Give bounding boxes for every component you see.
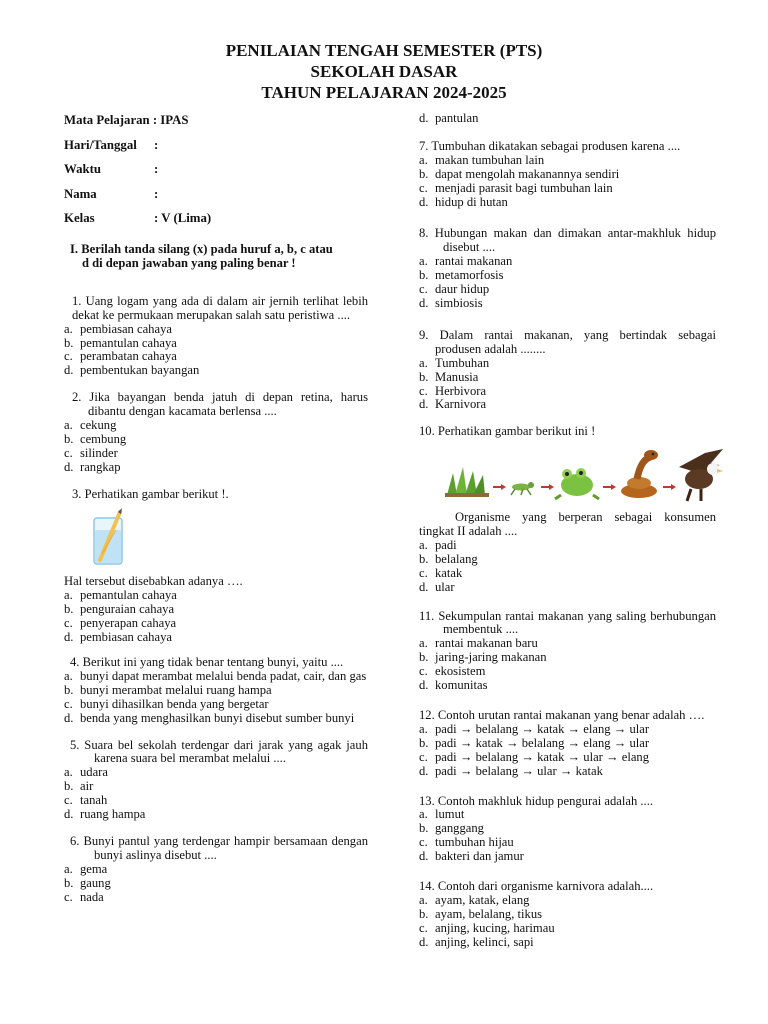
question-text: 8. Hubungan makan dan dimakan antar-makhluk hidup disebut .... bbox=[419, 226, 716, 255]
option-a[interactable]: a. padi → belalang → katak → elang → ular bbox=[419, 721, 650, 736]
option-a[interactable]: a. padi bbox=[419, 537, 457, 552]
option-d[interactable]: d. Karnivora bbox=[419, 397, 487, 412]
option-d[interactable]: d. simbiosis bbox=[419, 295, 483, 310]
question-7 bbox=[419, 140, 716, 210]
question-text: 14. Contoh dari organisme karnivora adalah.... bbox=[419, 879, 654, 894]
option-b[interactable]: b. dapat mengolah makanannya sendiri bbox=[419, 166, 620, 181]
option-c[interactable]: c. Herbivora bbox=[419, 383, 487, 398]
question-text: 3. Perhatikan gambar berikut !. bbox=[72, 486, 229, 501]
day-label: Hari/Tanggal bbox=[64, 137, 137, 152]
option-a[interactable]: a. ayam, katak, elang bbox=[419, 892, 530, 907]
question-text: 5. Suara bel sekolah terdengar dari jarak yang agak jauh karena suara bel merambat melalui .... bbox=[70, 737, 368, 766]
question-text: 10. Perhatikan gambar berikut ini ! bbox=[419, 424, 596, 439]
option-a[interactable]: a. pembiasan cahaya bbox=[64, 321, 172, 336]
option-b[interactable]: b. padi → katak → belalang → elang → ular bbox=[419, 735, 650, 750]
question-4 bbox=[64, 656, 368, 726]
food-chain-image bbox=[443, 445, 723, 505]
name-label: Nama bbox=[64, 186, 97, 201]
option-d[interactable]: d. pantulan bbox=[419, 111, 479, 125]
instruction bbox=[64, 243, 368, 271]
option-c[interactable]: c. nada bbox=[64, 889, 104, 904]
option-a[interactable]: a. rantai makanan bbox=[419, 254, 513, 269]
option-d[interactable]: d. ular bbox=[419, 579, 455, 594]
question-followup: Hal tersebut disebabkan adanya …. bbox=[64, 574, 243, 589]
question-12 bbox=[419, 709, 716, 779]
question-text: 7. Tumbuhan dikatakan sebagai produsen karena .... bbox=[419, 138, 681, 153]
option-b[interactable]: b. belalang bbox=[419, 551, 478, 566]
frog-icon bbox=[555, 468, 599, 499]
instruction-line-2: d di depan jawaban yang paling benar ! bbox=[82, 255, 296, 270]
time-label: Waktu bbox=[64, 162, 101, 177]
option-c[interactable]: c. ekosistem bbox=[419, 664, 486, 679]
question-text: 12. Contoh urutan rantai makanan yang benar adalah …. bbox=[419, 708, 705, 722]
question-8 bbox=[419, 227, 716, 310]
question-6 bbox=[64, 835, 368, 905]
grass-icon bbox=[445, 467, 489, 497]
option-a[interactable]: a. udara bbox=[64, 765, 108, 780]
info-name bbox=[64, 186, 368, 211]
question-10 bbox=[419, 425, 716, 594]
glass-with-pencil-image bbox=[88, 508, 128, 568]
option-c[interactable]: c. tanah bbox=[64, 793, 108, 808]
option-b[interactable]: b. metamorfosis bbox=[419, 268, 504, 283]
option-b[interactable]: b. pemantulan cahaya bbox=[64, 335, 177, 350]
option-d[interactable]: d. anjing, kelinci, sapi bbox=[419, 934, 534, 949]
option-a[interactable]: a. makan tumbuhan lain bbox=[419, 152, 545, 167]
option-a[interactable]: a. gema bbox=[64, 861, 108, 876]
grasshopper-icon bbox=[511, 482, 534, 495]
option-a[interactable]: a. Tumbuhan bbox=[419, 355, 490, 370]
question-13 bbox=[419, 795, 716, 865]
option-c[interactable]: c. perambatan cahaya bbox=[64, 349, 177, 364]
header-year: TAHUN PELAJARAN 2024-2025 bbox=[261, 83, 507, 102]
question-2 bbox=[64, 391, 368, 474]
option-b[interactable]: b. cembung bbox=[64, 431, 127, 446]
option-c[interactable]: c. katak bbox=[419, 565, 463, 580]
question-text: 13. Contoh makhluk hidup pengurai adalah .... bbox=[419, 793, 653, 808]
info-subject bbox=[64, 112, 368, 137]
option-b[interactable]: b. ganggang bbox=[419, 821, 484, 836]
question-14 bbox=[419, 880, 716, 950]
day-colon: : bbox=[154, 137, 159, 152]
option-b[interactable]: b. Manusia bbox=[419, 369, 479, 384]
option-c[interactable]: c. daur hidup bbox=[419, 282, 490, 297]
option-b[interactable]: b. penguraian cahaya bbox=[64, 602, 175, 617]
subject-label: Mata Pelajaran : IPAS bbox=[64, 113, 189, 127]
option-d[interactable]: d. pembiasan cahaya bbox=[64, 630, 172, 645]
question-text: 4. Berikut ini yang tidak benar tentang bunyi, yaitu .... bbox=[70, 655, 344, 669]
info-day bbox=[64, 137, 368, 162]
option-c[interactable]: c. bunyi dihasilkan benda yang bergetar bbox=[64, 696, 269, 711]
question-1 bbox=[64, 295, 368, 378]
question-3 bbox=[64, 488, 368, 645]
header-school: SEKOLAH DASAR bbox=[310, 62, 458, 81]
option-d[interactable]: d. padi → belalang → ular → katak bbox=[419, 763, 603, 778]
eagle-icon bbox=[679, 449, 723, 501]
info-time bbox=[64, 161, 368, 186]
option-a[interactable]: a. lumut bbox=[419, 807, 465, 822]
option-d[interactable]: d. hidup di hutan bbox=[419, 194, 508, 209]
header-title: PENILAIAN TENGAH SEMESTER (PTS) bbox=[225, 41, 543, 60]
option-d[interactable]: d. pembentukan bayangan bbox=[64, 363, 200, 378]
option-d[interactable]: d. komunitas bbox=[419, 678, 488, 693]
option-c[interactable]: c. menjadi parasit bagi tumbuhan lain bbox=[419, 180, 613, 195]
option-a[interactable]: a. rantai makanan baru bbox=[419, 636, 538, 651]
option-d[interactable]: d. bakteri dan jamur bbox=[419, 849, 524, 864]
left-column bbox=[64, 112, 368, 918]
option-c[interactable]: c. padi → belalang → katak → ular → elang bbox=[419, 749, 650, 764]
option-b[interactable]: b. gaung bbox=[64, 875, 111, 890]
right-column bbox=[419, 112, 716, 963]
document-header bbox=[0, 40, 768, 103]
option-c[interactable]: c. tumbuhan hijau bbox=[419, 835, 514, 850]
option-c[interactable]: c. silinder bbox=[64, 445, 118, 460]
option-a[interactable]: a. bunyi dapat merambat melalui benda padat, cair, dan gas bbox=[64, 668, 367, 683]
snake-icon bbox=[621, 450, 658, 498]
question-6-continued bbox=[419, 112, 716, 126]
option-a[interactable]: a. cekung bbox=[64, 418, 117, 433]
question-text: 9. Dalam rantai makanan, yang bertindak sebagai produsen adalah ........ bbox=[419, 327, 716, 356]
name-colon: : bbox=[154, 186, 159, 201]
question-text: 6. Bunyi pantul yang terdengar hampir bersamaan dengan bunyi aslinya disebut .... bbox=[70, 833, 368, 862]
question-text: 11. Sekumpulan rantai makanan yang saling berhubungan membentuk .... bbox=[419, 608, 716, 637]
option-b[interactable]: b. bunyi merambat melalui ruang hampa bbox=[64, 682, 272, 697]
option-b[interactable]: b. ayam, belalang, tikus bbox=[419, 906, 543, 921]
option-d[interactable]: d. rangkap bbox=[64, 459, 121, 474]
option-b[interactable]: b. jaring-jaring makanan bbox=[419, 650, 547, 665]
option-b[interactable]: b. air bbox=[64, 779, 94, 794]
option-a[interactable]: a. pemantulan cahaya bbox=[64, 588, 177, 603]
option-d[interactable]: d. benda yang menghasilkan bunyi disebut sumber bunyi bbox=[64, 710, 355, 725]
question-5 bbox=[64, 739, 368, 822]
class-value: : V (Lima) bbox=[154, 211, 212, 226]
question-followup: Organisme yang berperan sebagai konsumen tingkat II adalah .... bbox=[419, 510, 716, 539]
time-colon: : bbox=[154, 162, 159, 177]
question-11 bbox=[419, 610, 716, 693]
option-c[interactable]: c. anjing, kucing, harimau bbox=[419, 920, 555, 935]
option-c[interactable]: c. penyerapan cahaya bbox=[64, 616, 177, 631]
question-9 bbox=[419, 329, 716, 412]
question-text: 1. Uang logam yang ada di dalam air jernih terlihat lebih dekat ke permukaan merupakan salah satu peristiwa .... bbox=[72, 293, 368, 322]
info-class bbox=[64, 210, 368, 235]
option-d[interactable]: d. ruang hampa bbox=[64, 807, 146, 822]
instruction-line-1: I. Berilah tanda silang (x) pada huruf a, b, c atau bbox=[70, 241, 333, 256]
class-label: Kelas bbox=[64, 211, 95, 226]
question-text: 2. Jika bayangan benda jatuh di depan retina, harus dibantu dengan kacamata berlensa .... bbox=[72, 390, 368, 419]
